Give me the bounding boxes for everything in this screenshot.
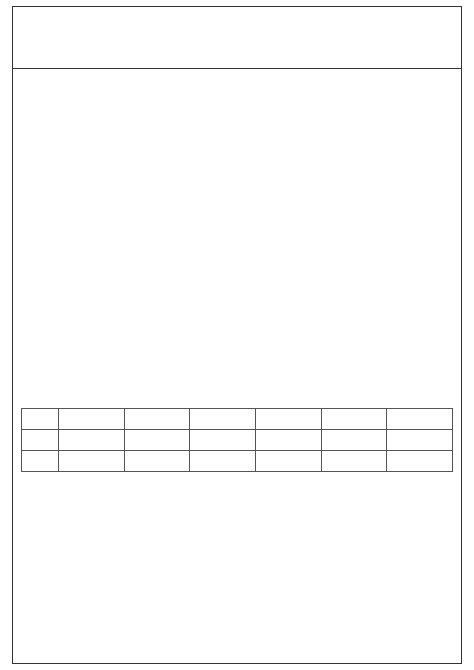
table-cell-pronoun [22, 430, 59, 451]
table-row [22, 430, 453, 451]
table-cell [124, 430, 190, 451]
table-header [387, 409, 453, 430]
table-cell [255, 430, 321, 451]
table-header [321, 409, 387, 430]
table-cell [59, 430, 125, 451]
conjugation-table [21, 408, 453, 472]
worksheet-page [12, 6, 462, 664]
table-header [59, 409, 125, 430]
matching-lines [13, 7, 463, 207]
table-cell [321, 430, 387, 451]
table-cell [124, 451, 190, 472]
table-cell [190, 430, 256, 451]
table-cell-pronoun [22, 451, 59, 472]
table-cell [255, 451, 321, 472]
table-cell [387, 451, 453, 472]
table-row [22, 451, 453, 472]
table-header [255, 409, 321, 430]
table-header [190, 409, 256, 430]
table-header-row [22, 409, 453, 430]
table-cell [387, 430, 453, 451]
table-cell [190, 451, 256, 472]
table-cell [321, 451, 387, 472]
table-cell [59, 451, 125, 472]
table-header [124, 409, 190, 430]
table-corner [22, 409, 59, 430]
